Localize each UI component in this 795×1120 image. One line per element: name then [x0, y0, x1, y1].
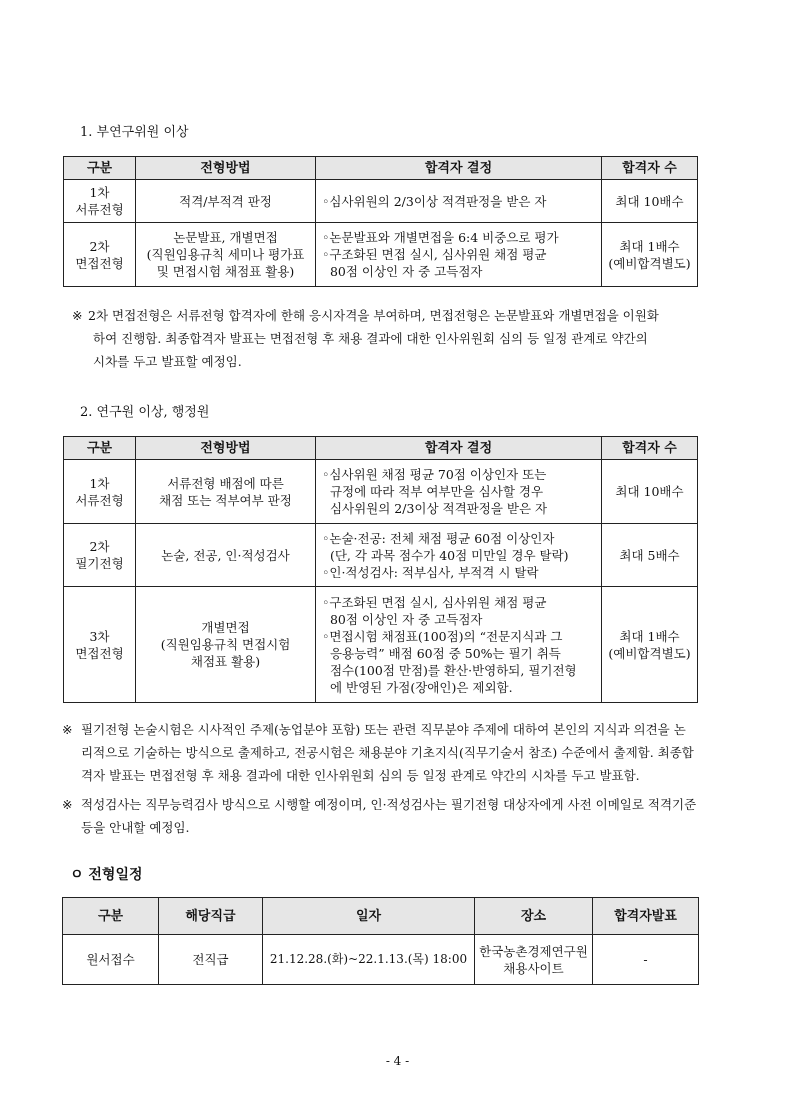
- header-cell: 장소: [475, 898, 593, 935]
- header-cell: 합격자발표: [593, 898, 699, 935]
- cell-line: ◦논문발표와 개별면접을 6:4 비중으로 평가: [322, 230, 559, 245]
- header-cell: 해당직급: [159, 898, 263, 935]
- cell-line: 채용사이트: [503, 960, 564, 976]
- decision-cell: [316, 460, 602, 524]
- stage-cell: [64, 587, 136, 703]
- cell-line: 논문발표, 개별면접: [173, 230, 278, 245]
- decision-cell: [316, 587, 602, 703]
- note-line: 하여 진행함. 최종합격자 발표는 면접전형 후 채용 결과에 대한 인사위원회 심의 등 일정 관계로 약간의: [93, 331, 648, 346]
- cell-line: ◦논술·전공: 전체 채점 평균 60점 이상인자: [322, 530, 555, 546]
- table-row: [64, 180, 698, 223]
- cell-line: 최대 5배수: [619, 547, 680, 563]
- cell-line: 한국농촌경제연구원: [479, 943, 588, 959]
- section2-title: 2. 연구원 이상, 행정원: [80, 405, 210, 420]
- header-cell: 전형방법: [136, 437, 316, 460]
- header-cell: 구분: [63, 898, 159, 935]
- header-cell: 일자: [263, 898, 475, 935]
- cell-line: 최대 1배수: [619, 628, 680, 644]
- section2-note-1: [62, 718, 714, 787]
- cell-line: 채점 또는 적부여부 판정: [159, 492, 292, 508]
- cell-line: ◦구조화된 면접 실시, 심사위원 채점 평균: [322, 594, 547, 610]
- header-cell: 전형방법: [136, 157, 316, 180]
- stage-cell: [64, 223, 136, 287]
- cell-line: 최대 1배수: [619, 238, 680, 254]
- schedule-cell: [159, 935, 263, 985]
- schedule-cell: [593, 935, 699, 985]
- cell-line: 채점표 활용): [190, 654, 261, 669]
- stage-cell: [64, 460, 136, 524]
- page-number: - 4 -: [385, 1054, 410, 1068]
- cell-line: 서류전형 배점에 따른: [167, 475, 284, 491]
- cell-line: 1차: [89, 475, 110, 491]
- table-row: [64, 587, 698, 703]
- cell-line: ◦심사위원의 2/3이상 적격판정을 받은 자: [322, 193, 547, 209]
- note-line: 필기전형 논술시험은 시사적인 주제(농업분야 포함) 또는 관련 직무분야 주제에 대하여 본인의 지식과 의견을 논: [81, 722, 686, 737]
- cell-line: 개별면접: [201, 620, 250, 635]
- cell-line: 심사위원의 2/3이상 적격판정을 받은 자: [322, 501, 548, 516]
- note-line: 격자 발표는 면접전형 후 채용 결과에 대한 인사위원회 심의 등 일정 관계로 약간의 시차를 두고 발표함.: [81, 768, 640, 783]
- method-cell: [136, 460, 316, 524]
- table-row: [64, 524, 698, 587]
- count-cell: [602, 524, 698, 587]
- cell-line: 1차: [89, 185, 110, 200]
- decision-cell: [316, 524, 602, 587]
- header-cell: 합격자 결정: [316, 437, 602, 460]
- note-line: 등을 안내할 예정임.: [81, 820, 190, 835]
- header-cell: 구분: [64, 437, 136, 460]
- decision-cell: [316, 223, 602, 287]
- note-line: 적성검사는 직무능력검사 방식으로 시행할 예정이며, 인·적성검사는 필기전형 대상자에게 사전 이메일로 적격기준: [81, 797, 697, 812]
- table-row: [64, 460, 698, 524]
- note-line: 2차 면접전형은 서류전형 합격자에 한해 응시자격을 부여하며, 면접전형은 논문발표와 개별면접을 이원화: [88, 308, 659, 323]
- count-cell: [602, 587, 698, 703]
- cell-line: 21.12.28.(화)~22.1.13.(목) 18:00: [269, 952, 468, 966]
- cell-line: 원서접수: [86, 952, 135, 967]
- stage-cell: [64, 180, 136, 223]
- decision-cell: [316, 180, 602, 223]
- count-cell: [602, 223, 698, 287]
- cell-line: 필기전형: [75, 556, 124, 571]
- section1-title: 1. 부연구위원 이상: [80, 125, 189, 140]
- cell-line: 서류전형: [75, 492, 124, 508]
- cell-line: 규정에 따라 적부 여부만을 심사할 경우: [322, 484, 544, 499]
- table-header-row: [64, 157, 698, 180]
- cell-line: 최대 10배수: [615, 484, 684, 499]
- schedule-cell: [263, 935, 475, 985]
- cell-line: ◦심사위원 채점 평균 70점 이상인자 또는: [322, 467, 547, 482]
- schedule-title: ㅇ 전형일정: [70, 867, 143, 883]
- cell-line: ◦구조화된 면접 실시, 심사위원 채점 평균: [322, 247, 547, 262]
- table-row: [64, 223, 698, 287]
- header-cell: 합격자 결정: [316, 157, 602, 180]
- cell-line: 80점 이상인 자 중 고득점자: [322, 611, 483, 627]
- schedule-cell: [63, 935, 159, 985]
- note-line: 시차를 두고 발표할 예정임.: [93, 354, 242, 369]
- cell-line: ◦인·적성검사: 적부심사, 부적격 시 탈락: [322, 564, 539, 580]
- cell-line: 논술, 전공, 인·적성검사: [161, 547, 290, 563]
- header-cell: 합격자 수: [602, 437, 698, 460]
- cell-line: 및 면접시험 채점표 활용): [156, 264, 295, 279]
- cell-line: 에 반영된 가점(장애인)은 제외함.: [322, 679, 513, 695]
- cell-line: (예비합격별도): [608, 255, 691, 271]
- cell-line: 점수(100점 만점)를 환산·반영하되, 필기전형: [322, 662, 577, 678]
- cell-line: 면접전형: [75, 645, 124, 661]
- section2-table: [63, 436, 698, 703]
- schedule-cell: [475, 935, 593, 985]
- method-cell: [136, 223, 316, 287]
- cell-line: ◦면접시험 채점표(100점)의 “전문지식과 그: [322, 628, 563, 644]
- cell-line: 3차: [89, 628, 110, 644]
- cell-line: (직원임용규칙 세미나 평가표: [146, 247, 305, 262]
- schedule-table: [62, 897, 699, 985]
- note-line: 리적으로 기술하는 방식으로 출제하고, 전공시험은 채용분야 기초지식(직무기술서 참조) 수준에서 출제함. 최종합: [81, 745, 694, 760]
- section1-note: [72, 304, 712, 373]
- cell-line: -: [643, 952, 648, 967]
- count-cell: [602, 460, 698, 524]
- cell-line: (예비합격별도): [608, 645, 691, 661]
- table-row: [63, 935, 699, 985]
- section2-note-2: [62, 793, 714, 839]
- method-cell: [136, 524, 316, 587]
- table-header-row: [63, 898, 699, 935]
- cell-line: 2차: [89, 238, 110, 254]
- cell-line: 면접전형: [75, 255, 124, 271]
- note-mark: ※: [72, 308, 83, 323]
- cell-line: (단, 각 과목 점수가 40점 미만일 경우 탈락): [322, 547, 569, 563]
- cell-line: 2차: [89, 539, 110, 554]
- cell-line: 서류전형: [75, 202, 124, 217]
- count-cell: [602, 180, 698, 223]
- cell-line: 최대 10배수: [615, 193, 684, 209]
- cell-line: 적격/부적격 판정: [179, 193, 272, 209]
- cell-line: 응용능력” 배점 60점 중 50%는 필기 취득: [322, 645, 561, 661]
- cell-line: (직원임용규칙 면접시험: [160, 637, 291, 652]
- stage-cell: [64, 524, 136, 587]
- cell-line: 전직급: [192, 952, 229, 967]
- note-mark: ※: [62, 722, 73, 737]
- table-header-row: [64, 437, 698, 460]
- method-cell: [136, 180, 316, 223]
- header-cell: 합격자 수: [602, 157, 698, 180]
- header-cell: 구분: [64, 157, 136, 180]
- cell-line: 80점 이상인 자 중 고득점자: [322, 264, 483, 279]
- note-mark: ※: [62, 797, 73, 812]
- method-cell: [136, 587, 316, 703]
- section1-table: [63, 156, 698, 287]
